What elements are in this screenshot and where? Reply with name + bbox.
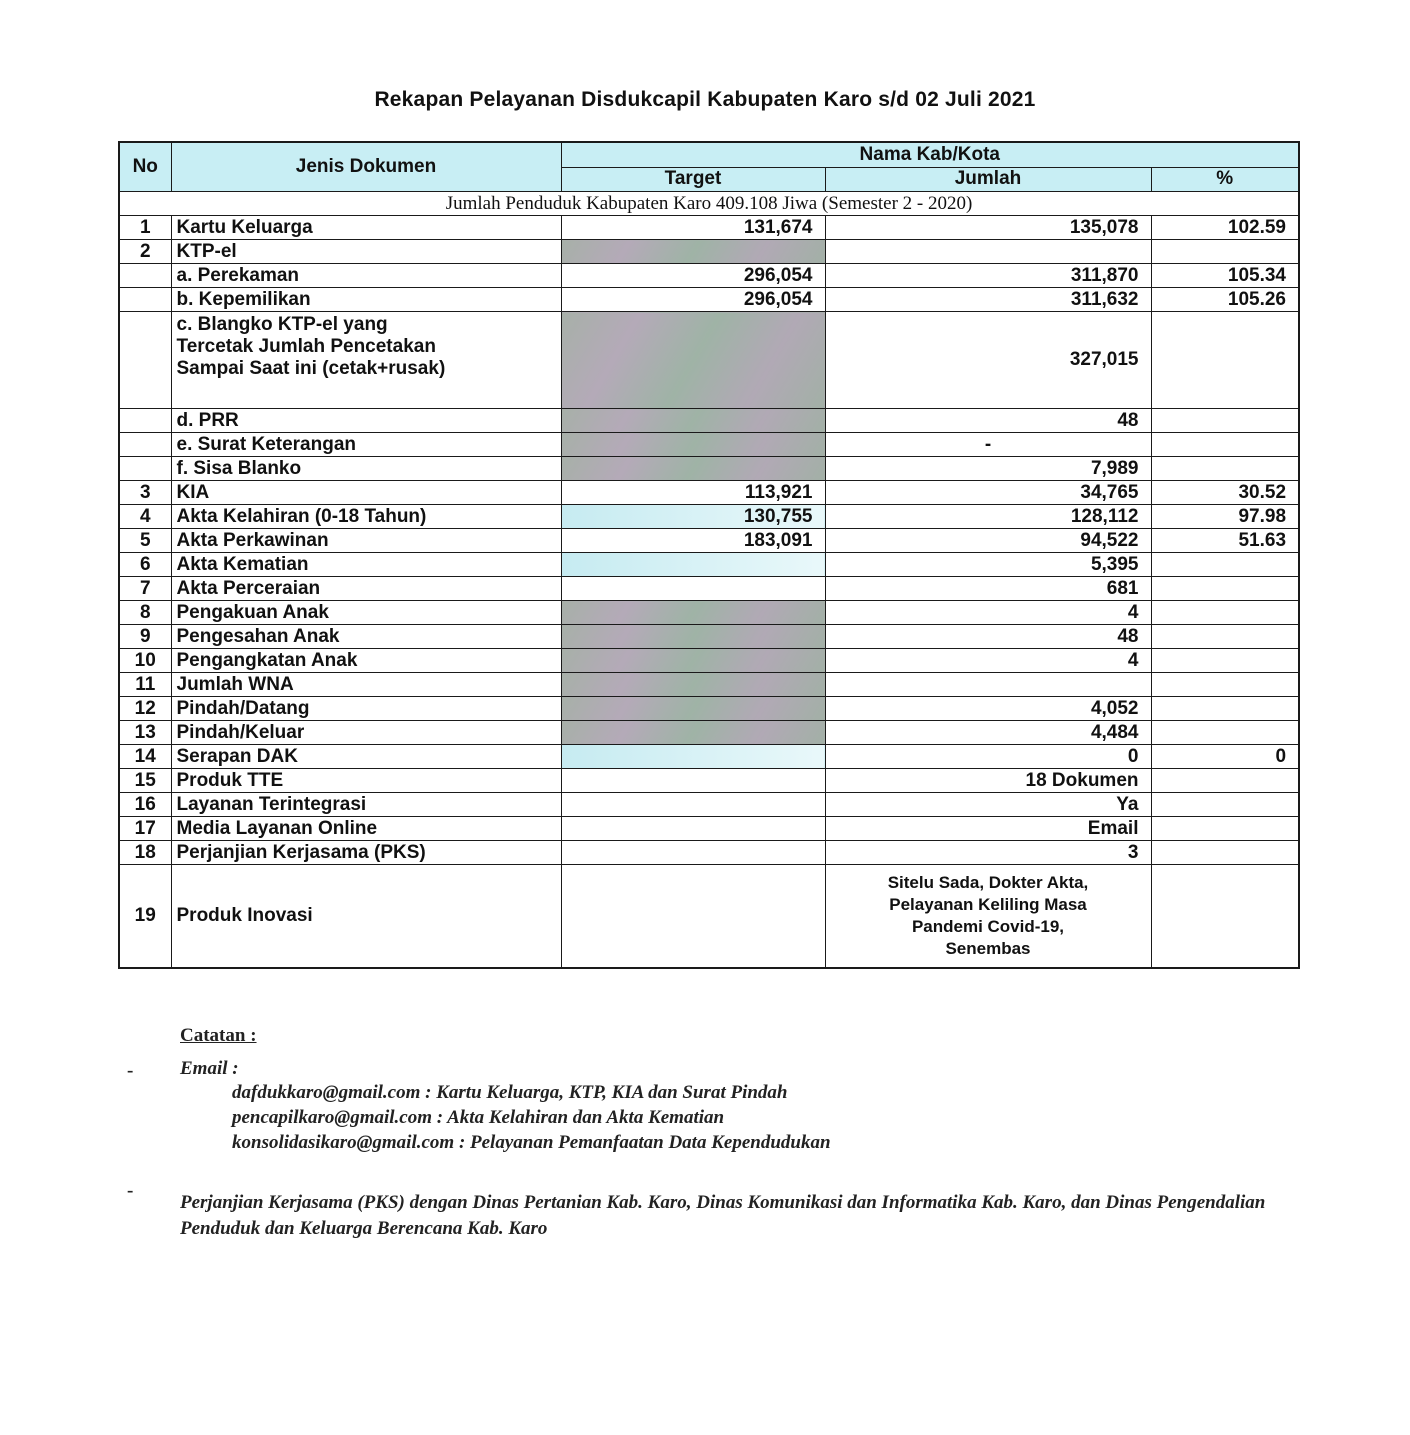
row-no <box>119 312 171 409</box>
row-name: Akta Perceraian <box>171 577 561 601</box>
row-persen: 30.52 <box>1151 481 1299 505</box>
row-name: Serapan DAK <box>171 745 561 769</box>
row-persen <box>1151 673 1299 697</box>
row-jumlah <box>825 673 1151 697</box>
row-jumlah-line: Sitelu Sada, Dokter Akta, <box>887 873 1089 892</box>
row-target-shaded <box>561 312 825 409</box>
row-jumlah: 327,015 <box>825 312 1151 409</box>
row-name: Pengangkatan Anak <box>171 649 561 673</box>
bullet-dash: - <box>127 1180 134 1201</box>
row-persen <box>1151 769 1299 793</box>
row-name: Jumlah WNA <box>171 673 561 697</box>
row-name: e. Surat Keterangan <box>171 433 561 457</box>
row-name: Produk TTE <box>171 769 561 793</box>
email-line: konsolidasikaro@gmail.com : Pelayanan Pemanfaatan Data Kependudukan <box>232 1132 831 1153</box>
row-target-shaded <box>561 553 825 577</box>
row-target: 183,091 <box>561 529 825 553</box>
row-no: 6 <box>119 553 171 577</box>
row-jumlah: 4,484 <box>825 721 1151 745</box>
row-no <box>119 433 171 457</box>
row-no: 17 <box>119 817 171 841</box>
row-target-shaded <box>561 240 825 264</box>
row-persen <box>1151 649 1299 673</box>
row-target <box>561 769 825 793</box>
row-no: 5 <box>119 529 171 553</box>
table-row <box>119 721 1299 745</box>
row-jumlah: 4 <box>825 649 1151 673</box>
table-row <box>119 793 1299 817</box>
row-name: a. Perekaman <box>171 264 561 288</box>
row-no: 12 <box>119 697 171 721</box>
row-jumlah: 7,989 <box>825 457 1151 481</box>
row-target: 130,755 <box>561 505 825 529</box>
table-row <box>119 529 1299 553</box>
table-row <box>119 409 1299 433</box>
row-no: 15 <box>119 769 171 793</box>
table-row <box>119 505 1299 529</box>
row-target-shaded <box>561 745 825 769</box>
row-no: 3 <box>119 481 171 505</box>
row-persen <box>1151 433 1299 457</box>
row-persen <box>1151 841 1299 865</box>
row-target-shaded <box>561 433 825 457</box>
row-jumlah: 681 <box>825 577 1151 601</box>
email-line: dafdukkaro@gmail.com : Kartu Keluarga, KTP, KIA dan Surat Pindah <box>232 1082 788 1103</box>
row-name: f. Sisa Blanko <box>171 457 561 481</box>
population-note: Jumlah Penduduk Kabupaten Karo 409.108 Jiwa (Semester 2 - 2020) <box>119 192 1299 216</box>
table-row <box>119 553 1299 577</box>
row-target-shaded <box>561 625 825 649</box>
header-persen: % <box>1151 167 1299 192</box>
row-persen: 102.59 <box>1151 216 1299 240</box>
row-persen <box>1151 601 1299 625</box>
row-target-shaded <box>561 601 825 625</box>
row-persen <box>1151 553 1299 577</box>
row-no: 10 <box>119 649 171 673</box>
row-jumlah <box>825 865 1151 969</box>
row-persen <box>1151 865 1299 969</box>
row-persen: 105.26 <box>1151 288 1299 312</box>
row-name: Akta Kematian <box>171 553 561 577</box>
table-row <box>119 457 1299 481</box>
row-persen: 51.63 <box>1151 529 1299 553</box>
row-no: 4 <box>119 505 171 529</box>
row-no: 2 <box>119 240 171 264</box>
row-target-shaded <box>561 649 825 673</box>
row-persen: 97.98 <box>1151 505 1299 529</box>
row-name: Perjanjian Kerjasama (PKS) <box>171 841 561 865</box>
row-jumlah: 311,870 <box>825 264 1151 288</box>
row-target <box>561 817 825 841</box>
table-row <box>119 769 1299 793</box>
row-jumlah: 34,765 <box>825 481 1151 505</box>
row-name-line: c. Blangko KTP-el yang <box>176 314 388 335</box>
row-jumlah-line: Senembas <box>945 939 1031 958</box>
row-name: Pengesahan Anak <box>171 625 561 649</box>
row-no <box>119 288 171 312</box>
row-name <box>171 312 561 409</box>
row-target-shaded <box>561 457 825 481</box>
row-name: KTP-el <box>171 240 561 264</box>
table-row <box>119 577 1299 601</box>
row-target <box>561 865 825 969</box>
row-no: 14 <box>119 745 171 769</box>
row-jumlah: 135,078 <box>825 216 1151 240</box>
row-jumlah: Ya <box>825 793 1151 817</box>
header-target: Target <box>561 167 825 192</box>
row-no: 8 <box>119 601 171 625</box>
header-no: No <box>119 142 171 192</box>
row-target-shaded <box>561 673 825 697</box>
table-row <box>119 264 1299 288</box>
table-row <box>119 865 1299 969</box>
row-jumlah: 3 <box>825 841 1151 865</box>
table-row <box>119 433 1299 457</box>
row-no: 19 <box>119 865 171 969</box>
row-jumlah: 18 Dokumen <box>825 769 1151 793</box>
row-name: Pindah/Datang <box>171 697 561 721</box>
header-nama-kab-kota: Nama Kab/Kota <box>561 142 1299 167</box>
row-jumlah: 5,395 <box>825 553 1151 577</box>
row-persen <box>1151 793 1299 817</box>
row-target: 113,921 <box>561 481 825 505</box>
row-jumlah: Email <box>825 817 1151 841</box>
table-row <box>119 312 1299 409</box>
row-jumlah: 4,052 <box>825 697 1151 721</box>
row-target <box>561 577 825 601</box>
row-name-line: Sampai Saat ini (cetak+rusak) <box>176 358 446 379</box>
row-name: KIA <box>171 481 561 505</box>
row-no <box>119 457 171 481</box>
table-row <box>119 216 1299 240</box>
row-persen <box>1151 312 1299 409</box>
pks-note: Perjanjian Kerjasama (PKS) dengan Dinas Pertanian Kab. Karo, Dinas Komunikasi dan Informatika Kab. Karo, dan Dinas Pengendalian Penduduk dan Keluarga Berencana Kab. Karo <box>180 1192 1266 1239</box>
row-no <box>119 264 171 288</box>
row-target-shaded <box>561 721 825 745</box>
rekap-table <box>118 141 1300 969</box>
row-target: 131,674 <box>561 216 825 240</box>
table-row <box>119 745 1299 769</box>
page-title: Rekapan Pelayanan Disdukcapil Kabupaten Karo s/d 02 Juli 2021 <box>374 88 1036 111</box>
row-persen <box>1151 697 1299 721</box>
row-no: 13 <box>119 721 171 745</box>
row-persen: 105.34 <box>1151 264 1299 288</box>
row-jumlah-line: Pelayanan Keliling Masa <box>889 895 1087 914</box>
row-no: 18 <box>119 841 171 865</box>
row-jumlah: 0 <box>825 745 1151 769</box>
row-persen <box>1151 409 1299 433</box>
notes-header: Catatan : <box>180 1025 257 1046</box>
row-jumlah: 4 <box>825 601 1151 625</box>
row-persen <box>1151 577 1299 601</box>
row-jumlah <box>825 240 1151 264</box>
table-row <box>119 240 1299 264</box>
row-persen: 0 <box>1151 745 1299 769</box>
row-persen <box>1151 457 1299 481</box>
email-line: pencapilkaro@gmail.com : Akta Kelahiran dan Akta Kematian <box>232 1107 725 1128</box>
row-name: Pengakuan Anak <box>171 601 561 625</box>
row-no: 11 <box>119 673 171 697</box>
row-name: d. PRR <box>171 409 561 433</box>
row-target: 296,054 <box>561 288 825 312</box>
email-label: Email : <box>180 1058 239 1079</box>
row-name: Akta Kelahiran (0-18 Tahun) <box>171 505 561 529</box>
row-target-shaded <box>561 697 825 721</box>
table-row <box>119 288 1299 312</box>
row-persen <box>1151 625 1299 649</box>
table-row <box>119 841 1299 865</box>
table-row <box>119 697 1299 721</box>
row-no: 9 <box>119 625 171 649</box>
table-row <box>119 601 1299 625</box>
row-persen <box>1151 721 1299 745</box>
row-target <box>561 793 825 817</box>
table-row <box>119 625 1299 649</box>
row-no: 1 <box>119 216 171 240</box>
row-jumlah: 311,632 <box>825 288 1151 312</box>
table-row <box>119 481 1299 505</box>
row-persen <box>1151 817 1299 841</box>
row-target-shaded <box>561 409 825 433</box>
row-name: Pindah/Keluar <box>171 721 561 745</box>
row-name: b. Kepemilikan <box>171 288 561 312</box>
row-name: Produk Inovasi <box>171 865 561 969</box>
header-jumlah: Jumlah <box>825 167 1151 192</box>
row-no: 16 <box>119 793 171 817</box>
row-name: Kartu Keluarga <box>171 216 561 240</box>
row-jumlah: 128,112 <box>825 505 1151 529</box>
bullet-dash: - <box>127 1060 134 1081</box>
row-no: 7 <box>119 577 171 601</box>
row-no <box>119 409 171 433</box>
row-name: Layanan Terintegrasi <box>171 793 561 817</box>
row-jumlah: 48 <box>825 409 1151 433</box>
row-name-line: Tercetak Jumlah Pencetakan <box>176 336 436 357</box>
row-persen <box>1151 240 1299 264</box>
row-target <box>561 841 825 865</box>
table-row <box>119 673 1299 697</box>
row-jumlah: 48 <box>825 625 1151 649</box>
table-row <box>119 817 1299 841</box>
header-jenis-dokumen: Jenis Dokumen <box>171 142 561 192</box>
row-jumlah-line: Pandemi Covid-19, <box>911 917 1065 936</box>
row-name: Akta Perkawinan <box>171 529 561 553</box>
row-name: Media Layanan Online <box>171 817 561 841</box>
table-row <box>119 649 1299 673</box>
row-jumlah: - <box>825 433 1151 457</box>
row-jumlah: 94,522 <box>825 529 1151 553</box>
row-target: 296,054 <box>561 264 825 288</box>
